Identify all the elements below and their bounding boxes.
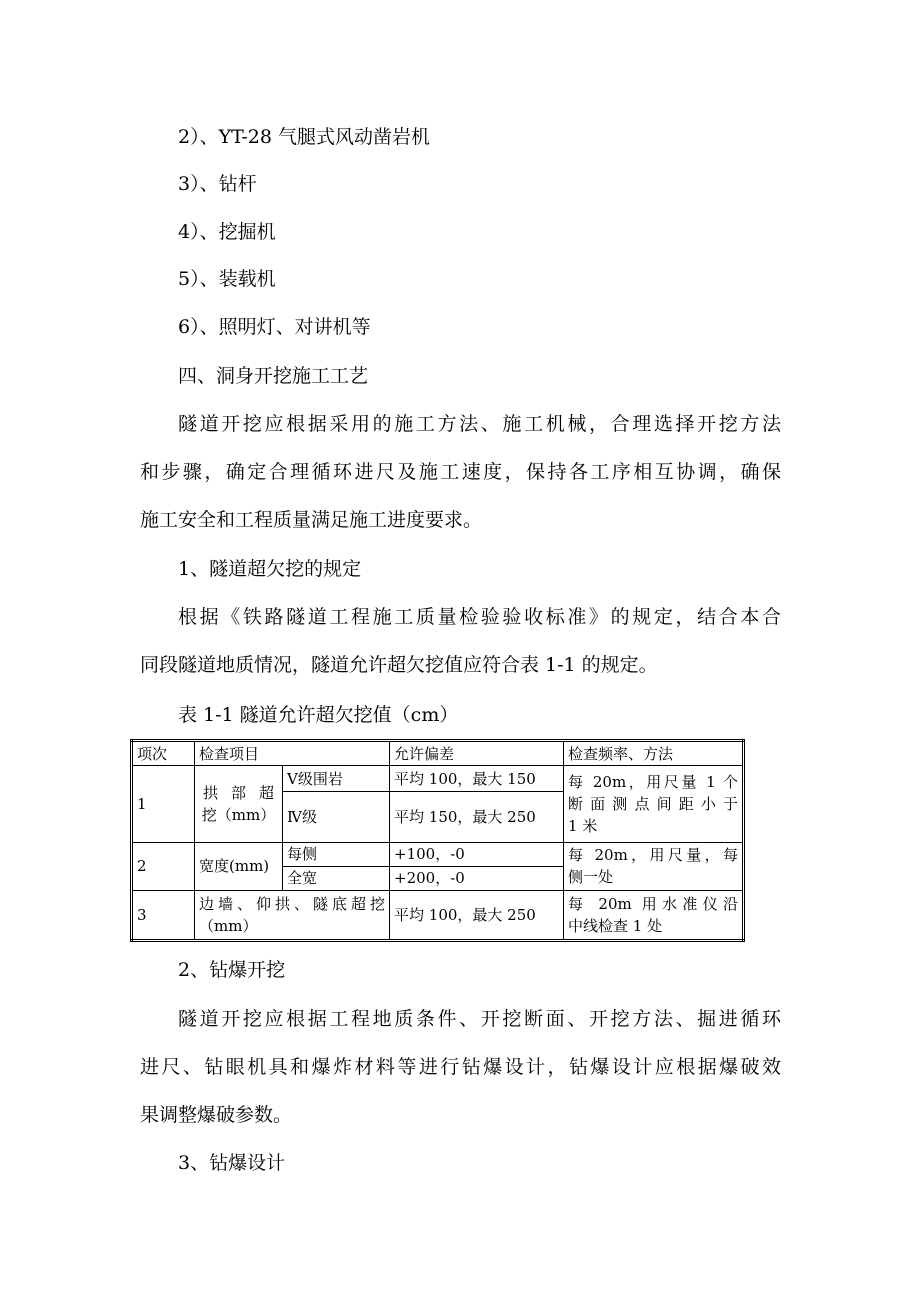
row1-item <box>195 766 283 842</box>
table-header-row <box>132 741 744 766</box>
row1-sub-a: Ⅴ级围岩 <box>283 766 390 792</box>
row2-dev-b: +200，-0 <box>390 866 564 890</box>
table-row <box>132 766 744 792</box>
equipment-item-5: 5）、装载机 <box>178 268 276 290</box>
header-deviation: 允许偏差 <box>390 741 564 766</box>
row1-dev-a: 平均 100，最大 150 <box>390 766 564 792</box>
row2-freq-line-1: 每 20m，用尺量，每 <box>568 846 739 865</box>
sub2-heading: 2、钻爆开挖 <box>178 959 286 981</box>
section4-para-line-3: 施工安全和工程质量满足施工进度要求。 <box>140 509 483 531</box>
row3-no: 3 <box>132 890 195 940</box>
row3-freq-line-2: 中线检查 1 处 <box>568 916 663 935</box>
row3-item-line-2: （mm） <box>199 916 258 935</box>
row1-freq-line-1: 每 20m，用尺量 1 个 <box>568 772 739 791</box>
section4-heading: 四、洞身开挖施工工艺 <box>178 365 369 387</box>
row2-sub-a: 每侧 <box>283 842 390 866</box>
header-no: 项次 <box>132 741 195 766</box>
row2-freq-line-2: 侧一处 <box>568 868 614 887</box>
sub1-para-line-2: 同段隧道地质情况，隧道允许超欠挖值应符合表 1-1 的规定。 <box>140 654 658 676</box>
row1-dev-b: 平均 150，最大 250 <box>390 792 564 842</box>
row1-frequency <box>564 766 744 842</box>
header-frequency: 检查频率、方法 <box>564 741 744 766</box>
row3-frequency <box>564 890 744 940</box>
equipment-item-2: 2）、YT-28 气腿式风动凿岩机 <box>178 126 430 148</box>
row3-item-line-1: 边墙、仰拱、隧底超挖 <box>199 894 386 913</box>
row1-item-line-2: 挖（mm） <box>201 805 276 824</box>
sub1-para-line-1: 根据《铁路隧道工程施工质量检验验收标准》的规定，结合本合 <box>178 606 781 628</box>
sub1-heading: 1、隧道超欠挖的规定 <box>178 558 362 580</box>
row1-freq-line-2: 断面测点间距小于 <box>568 794 739 813</box>
row2-sub-b: 全宽 <box>283 866 390 890</box>
table-row <box>132 890 744 940</box>
section4-para-line-2: 和步骤，确定合理循环进尺及施工速度，保持各工序相互协调，确保 <box>140 461 781 483</box>
header-item: 检查项目 <box>195 741 390 766</box>
sub2-para-line-2: 进尺、钻眼机具和爆炸材料等进行钻爆设计，钻爆设计应根据爆破效 <box>140 1056 781 1078</box>
row1-item-line-1: 拱 部 超 <box>203 783 274 802</box>
equipment-item-4: 4）、挖掘机 <box>178 221 276 243</box>
row2-dev-a: +100，-0 <box>390 842 564 866</box>
row3-freq-line-1: 每 20m 用水准仪沿 <box>568 894 739 913</box>
sub2-para-line-1: 隧道开挖应根据工程地质条件、开挖断面、开挖方法、掘进循环 <box>178 1008 781 1030</box>
equipment-item-6: 6）、照明灯、对讲机等 <box>178 316 371 338</box>
table-row <box>132 842 744 866</box>
row3-item <box>195 890 390 940</box>
sub3-heading: 3、钻爆设计 <box>178 1152 286 1174</box>
tolerance-table <box>130 739 745 942</box>
equipment-item-3: 3）、钻杆 <box>178 173 257 195</box>
row2-no: 2 <box>132 842 195 890</box>
section4-para-line-1: 隧道开挖应根据采用的施工方法、施工机械，合理选择开挖方法 <box>178 413 781 435</box>
row3-dev: 平均 100，最大 250 <box>390 890 564 940</box>
sub2-para-line-3: 果调整爆破参数。 <box>140 1104 293 1126</box>
row2-item: 宽度(mm) <box>195 842 283 890</box>
row1-freq-line-3: 1 米 <box>568 816 598 835</box>
row1-no: 1 <box>132 766 195 842</box>
table-caption: 表 1-1 隧道允许超欠挖值（cm） <box>178 704 459 726</box>
row1-sub-b: Ⅳ级 <box>283 792 390 842</box>
row2-frequency <box>564 842 744 890</box>
